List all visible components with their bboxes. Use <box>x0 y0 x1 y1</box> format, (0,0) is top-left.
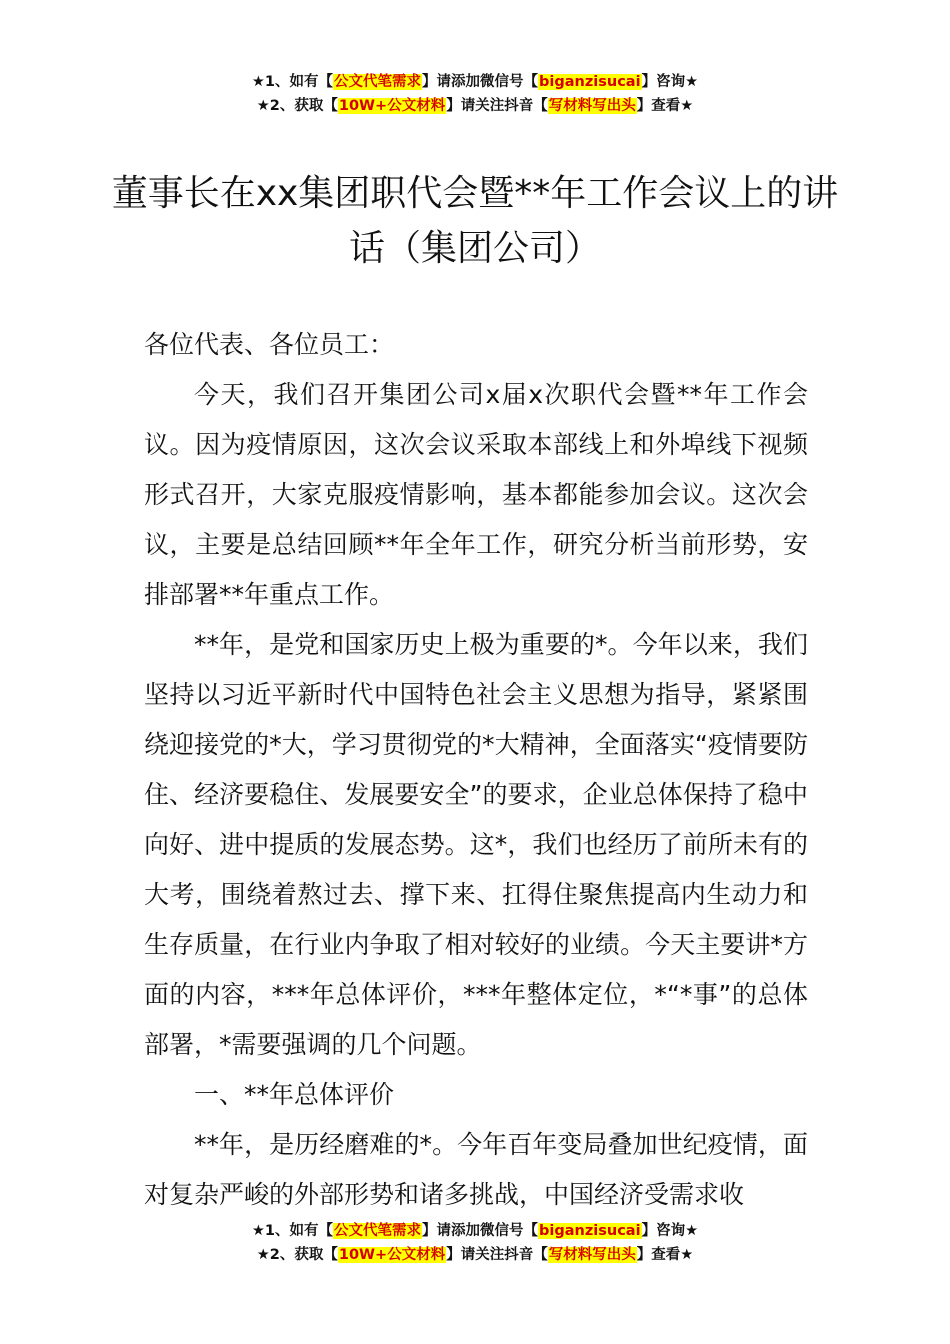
highlight-douyin-account: 写材料写出头 <box>548 98 636 114</box>
paragraph-section-1: **年，是历经磨难的*。今年百年变局叠加世纪疫情，面对复杂严峻的外部形势和诸多挑战，中国经济受需求收 <box>144 1130 808 1209</box>
section-heading-1: 一、**年总体评价 <box>194 1080 395 1109</box>
highlight-materials-label: 10W+公文材料 <box>338 98 446 114</box>
highlight-service-label: 公文代笔需求 <box>334 1223 422 1239</box>
highlight-service-label: 公文代笔需求 <box>334 74 422 90</box>
salutation: 各位代表、各位员工： <box>144 330 395 359</box>
header-banner-line-1: ★1、如有【公文代笔需求】请添加微信号【biganzisucai】咨询★ <box>251 74 699 90</box>
header-banner <box>0 70 950 118</box>
header-banner-line-2: ★2、获取【10W+公文材料】请关注抖音【写材料写出头】查看★ <box>256 98 694 114</box>
paragraph-background: **年，是党和国家历史上极为重要的*。今年以来，我们坚持以习近平新时代中国特色社会主义思想为指导，紧紧围绕迎接党的*大，学习贯彻党的*大精神，全面落实“疫情要防住、经济要稳住、发展要安全”的要求，企业总体保持了稳中向好、进中提质的发展态势。这*，我们也经历了前所未有的大考，围绕着熬过去、撑下来、扛得住聚焦提高内生动力和生存质量，在行业内争取了相对较好的业绩。今天主要讲*方面的内容，***年总体评价，***年整体定位，*“*事”的总体部署，*需要强调的几个问题。 <box>144 630 808 1059</box>
footer-banner-line-2: ★2、获取【10W+公文材料】请关注抖音【写材料写出头】查看★ <box>256 1247 694 1263</box>
highlight-wechat-id: biganzisucai <box>539 74 641 90</box>
footer-banner <box>0 1219 950 1267</box>
highlight-materials-label: 10W+公文材料 <box>338 1247 446 1263</box>
document-title: 董事长在xx集团职代会暨**年工作会议上的讲话（集团公司） <box>111 173 839 269</box>
footer-banner-line-1: ★1、如有【公文代笔需求】请添加微信号【biganzisucai】咨询★ <box>251 1223 699 1239</box>
highlight-douyin-account: 写材料写出头 <box>548 1247 636 1263</box>
highlight-wechat-id: biganzisucai <box>539 1223 641 1239</box>
paragraph-intro: 今天，我们召开集团公司x届x次职代会暨**年工作会议。因为疫情原因，这次会议采取本部线上和外埠线下视频形式召开，大家克服疫情影响，基本都能参加会议。这次会议，主要是总结回顾**年全年工作，研究分析当前形势，安排部署**年重点工作。 <box>144 380 808 609</box>
document-body <box>144 320 808 1220</box>
